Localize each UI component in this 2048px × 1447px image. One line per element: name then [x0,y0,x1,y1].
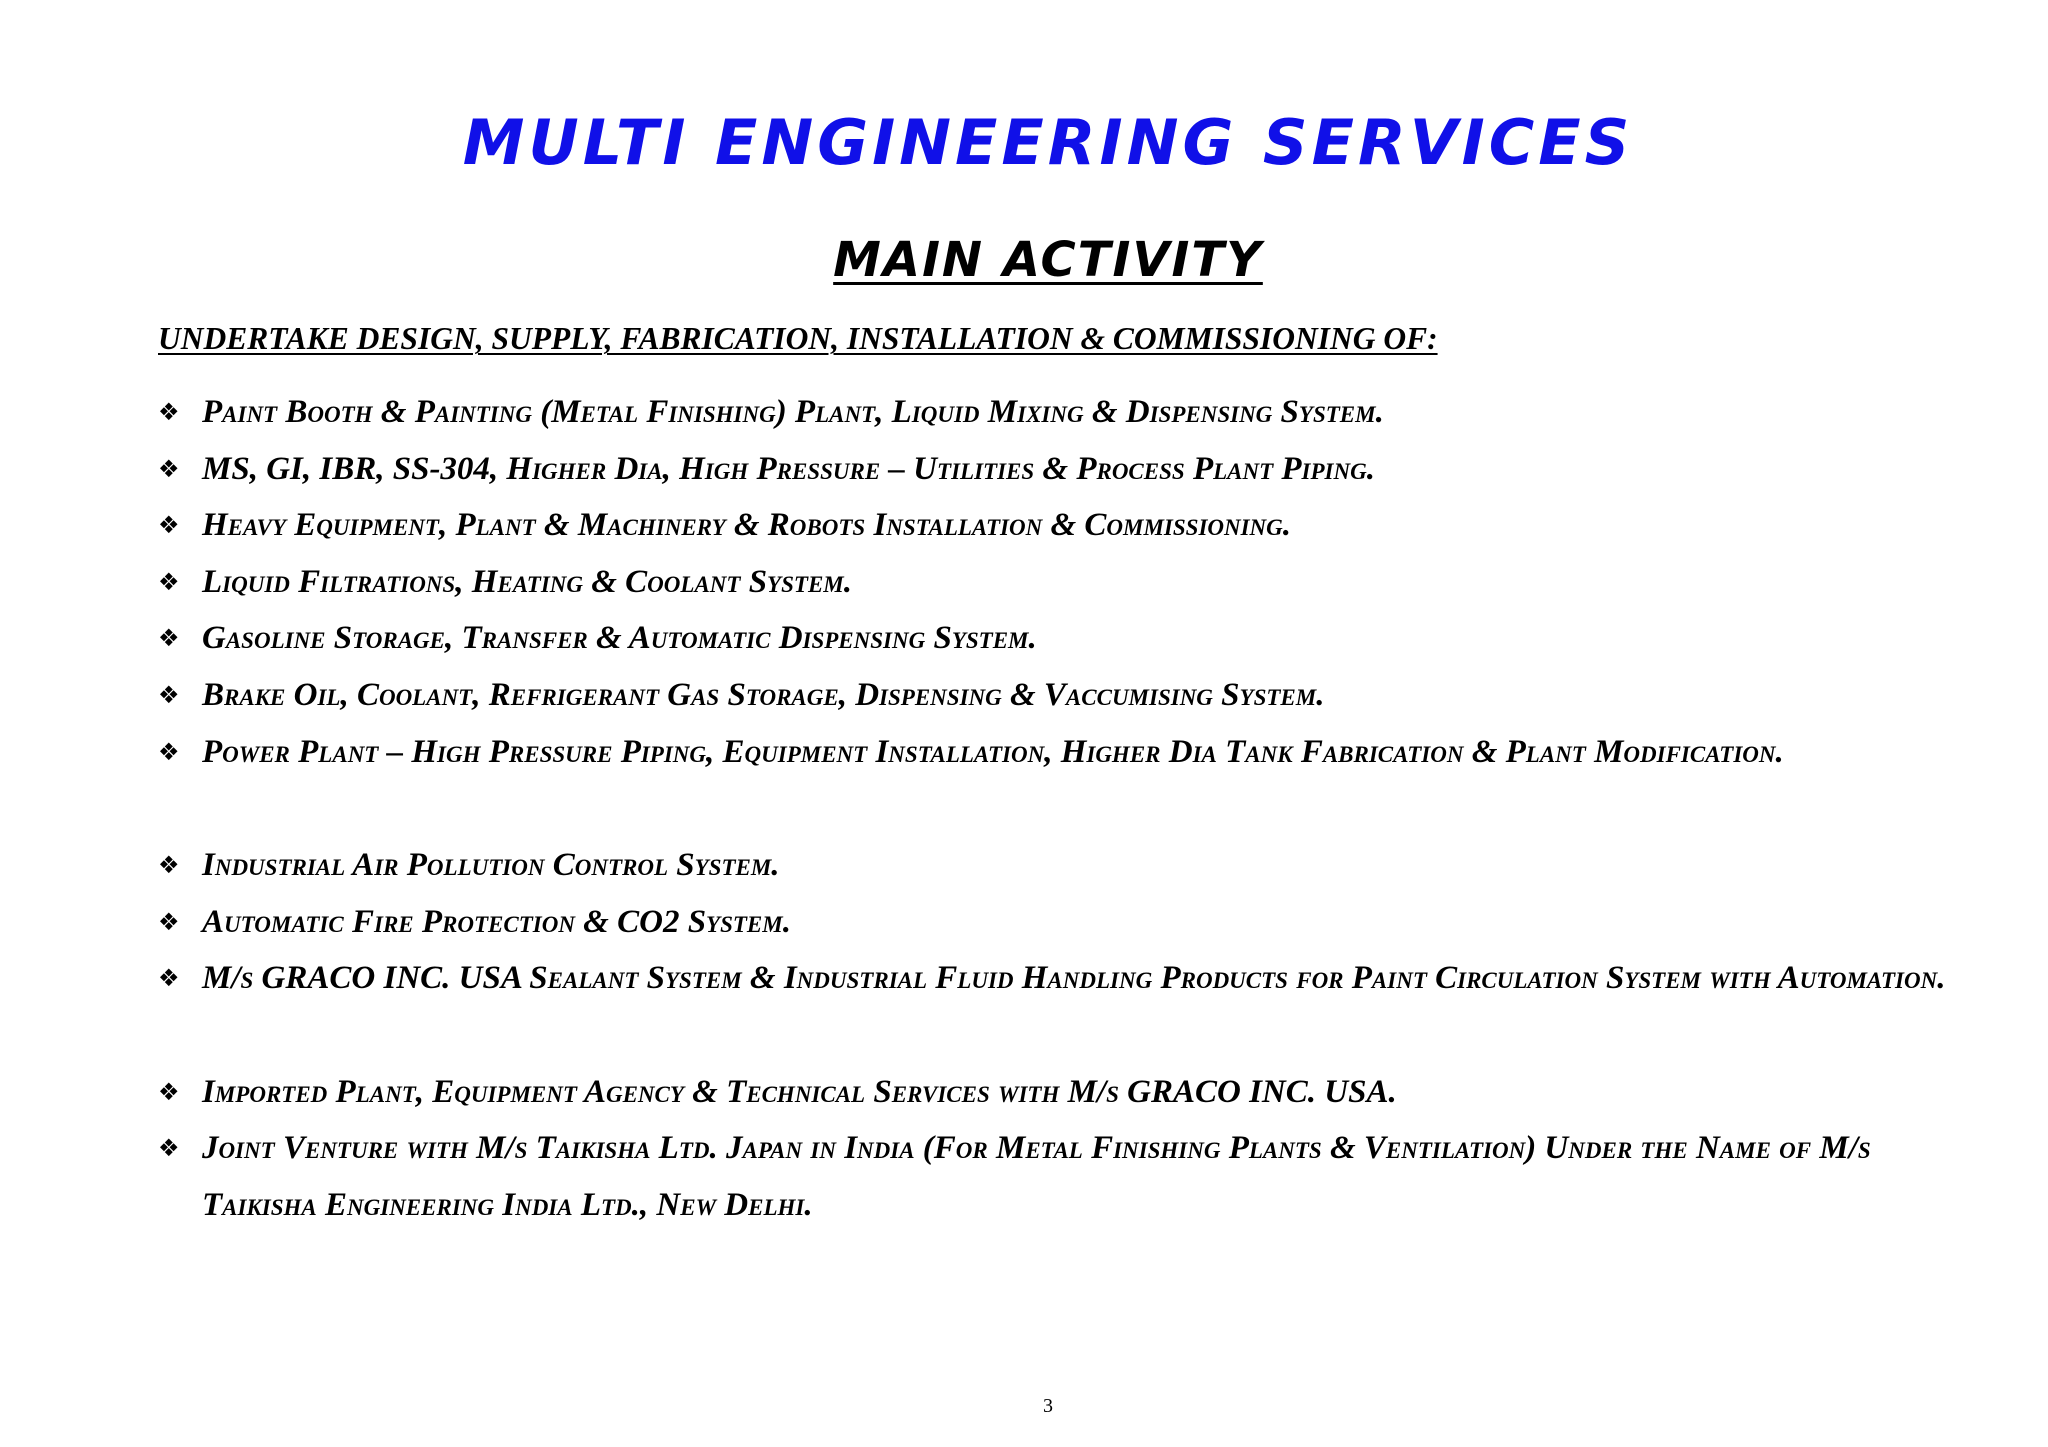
diamond-bullet-icon: ❖ [158,1077,180,1106]
list-item [158,610,1948,667]
diamond-bullet-icon: ❖ [158,1133,180,1162]
list-item [158,894,1948,951]
list-item [158,724,1948,781]
diamond-bullet-icon: ❖ [158,454,180,483]
diamond-bullet-icon: ❖ [158,963,180,992]
diamond-bullet-icon: ❖ [158,397,180,426]
list-item [158,950,1948,1007]
list-item-text: Industrial Air Pollution Control System. [202,847,780,883]
scope-intro: UNDERTAKE DESIGN, SUPPLY, FABRICATION, INSTALLATION & COMMISSIONING OF: [158,321,1438,356]
list-item [158,1064,1948,1121]
list-item [158,497,1948,554]
list-item [158,441,1948,498]
list-item-text: Power Plant – High Pressure Piping, Equipment Installation, Higher Dia Tank Fabrication & Plant Modification. [202,734,1784,770]
diamond-bullet-icon: ❖ [158,510,180,539]
diamond-bullet-icon: ❖ [158,680,180,709]
diamond-bullet-icon: ❖ [158,850,180,879]
list-item [158,837,1948,894]
list-item-text: M/s GRACO INC. USA Sealant System & Industrial Fluid Handling Products for Paint Circulation System with Automation. [202,960,1946,996]
list-item [158,554,1948,611]
diamond-bullet-icon: ❖ [158,737,180,766]
list-item [158,384,1948,441]
list-item [158,1120,1948,1233]
list-item-text: Brake Oil, Coolant, Refrigerant Gas Storage, Dispensing & Vaccumising System. [202,677,1325,713]
list-item-text: Automatic Fire Protection & CO2 System. [202,904,791,940]
list-item [158,667,1948,724]
list-item-text: Joint Venture with M/s Taikisha Ltd. Japan in India (For Metal Finishing Plants & Ventilation) Under the Name of M/s Taikisha Engineering India Ltd., New Delhi. [202,1130,1871,1223]
diamond-bullet-icon: ❖ [158,623,180,652]
list-item-text: Imported Plant, Equipment Agency & Technical Services with M/s GRACO INC. USA. [202,1074,1397,1110]
diamond-bullet-icon: ❖ [158,907,180,936]
page-number: 3 [1043,1395,1053,1417]
list-item-text: Liquid Filtrations, Heating & Coolant System. [202,564,852,600]
company-title: MULTI ENGINEERING SERVICES [462,106,1634,179]
section-title: MAIN ACTIVITY [833,232,1263,288]
diamond-bullet-icon: ❖ [158,567,180,596]
list-item-text: Heavy Equipment, Plant & Machinery & Robots Installation & Commissioning. [202,507,1292,543]
list-item-text: MS, GI, IBR, SS-304, Higher Dia, High Pressure – Utilities & Process Plant Piping. [202,451,1375,487]
list-item-text: Paint Booth & Painting (Metal Finishing) Plant, Liquid Mixing & Dispensing System. [202,394,1384,430]
list-item-text: Gasoline Storage, Transfer & Automatic Dispensing System. [202,620,1037,656]
